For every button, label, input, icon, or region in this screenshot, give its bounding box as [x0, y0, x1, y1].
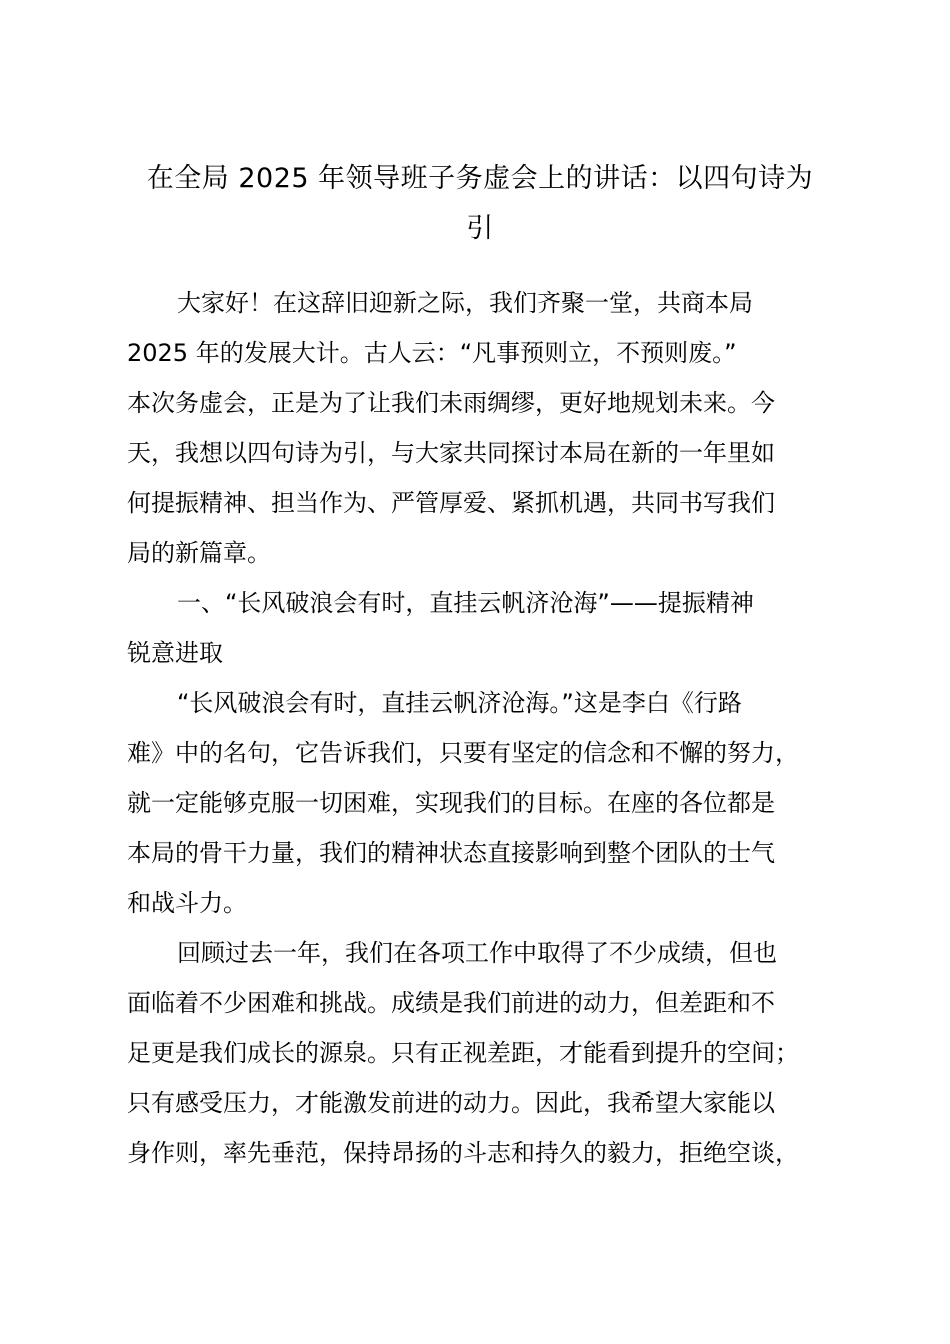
section-heading-1-line-2: 锐意进取: [127, 639, 223, 667]
paragraph-1-line-4: 天，我想以四句诗为引，与大家共同探讨本局在新的一年里如: [127, 439, 775, 467]
document-title-line-2: 引: [466, 213, 494, 244]
paragraph-1-line-6: 局的新篇章。: [127, 539, 271, 567]
paragraph-3-line-3: 足更是我们成长的源泉。只有正视差距，才能看到提升的空间；: [127, 1039, 799, 1067]
paragraph-2-line-3: 就一定能够克服一切困难，实现我们的目标。在座的各位都是: [127, 789, 775, 817]
paragraph-1-line-3: 本次务虚会，正是为了让我们未雨绸缪，更好地规划未来。今: [127, 389, 775, 417]
paragraph-3-line-2: 面临着不少困难和挑战。成绩是我们前进的动力，但差距和不: [127, 989, 775, 1017]
paragraph-1-line-2: 2025 年的发展大计。古人云：“凡事预则立，不预则废。”: [127, 339, 737, 367]
paragraph-1-line-5: 何提振精神、担当作为、严管厚爱、紧抓机遇，共同书写我们: [127, 489, 775, 517]
paragraph-2-line-4: 本局的骨干力量，我们的精神状态直接影响到整个团队的士气: [127, 839, 775, 867]
paragraph-1-line-1: 大家好！在这辞旧迎新之际，我们齐聚一堂，共商本局: [177, 289, 753, 317]
paragraph-3-line-5: 身作则，率先垂范，保持昂扬的斗志和持久的毅力，拒绝空谈，: [127, 1139, 799, 1167]
section-heading-1-line-1: 一、“长风破浪会有时，直挂云帆济沧海”——提振精神: [177, 589, 754, 617]
paragraph-3-line-4: 只有感受压力，才能激发前进的动力。因此，我希望大家能以: [127, 1089, 775, 1117]
paragraph-2-line-5: 和战斗力。: [127, 889, 247, 917]
document-title-line-1: 在全局 2025 年领导班子务虚会上的讲话：以四句诗为: [146, 163, 814, 194]
paragraph-3-line-1: 回顾过去一年，我们在各项工作中取得了不少成绩，但也: [177, 939, 777, 967]
paragraph-2-line-1: “长风破浪会有时，直挂云帆济沧海。”这是李白《行路: [177, 689, 742, 717]
paragraph-2-line-2: 难》中的名句，它告诉我们，只要有坚定的信念和不懈的努力，: [127, 739, 799, 767]
